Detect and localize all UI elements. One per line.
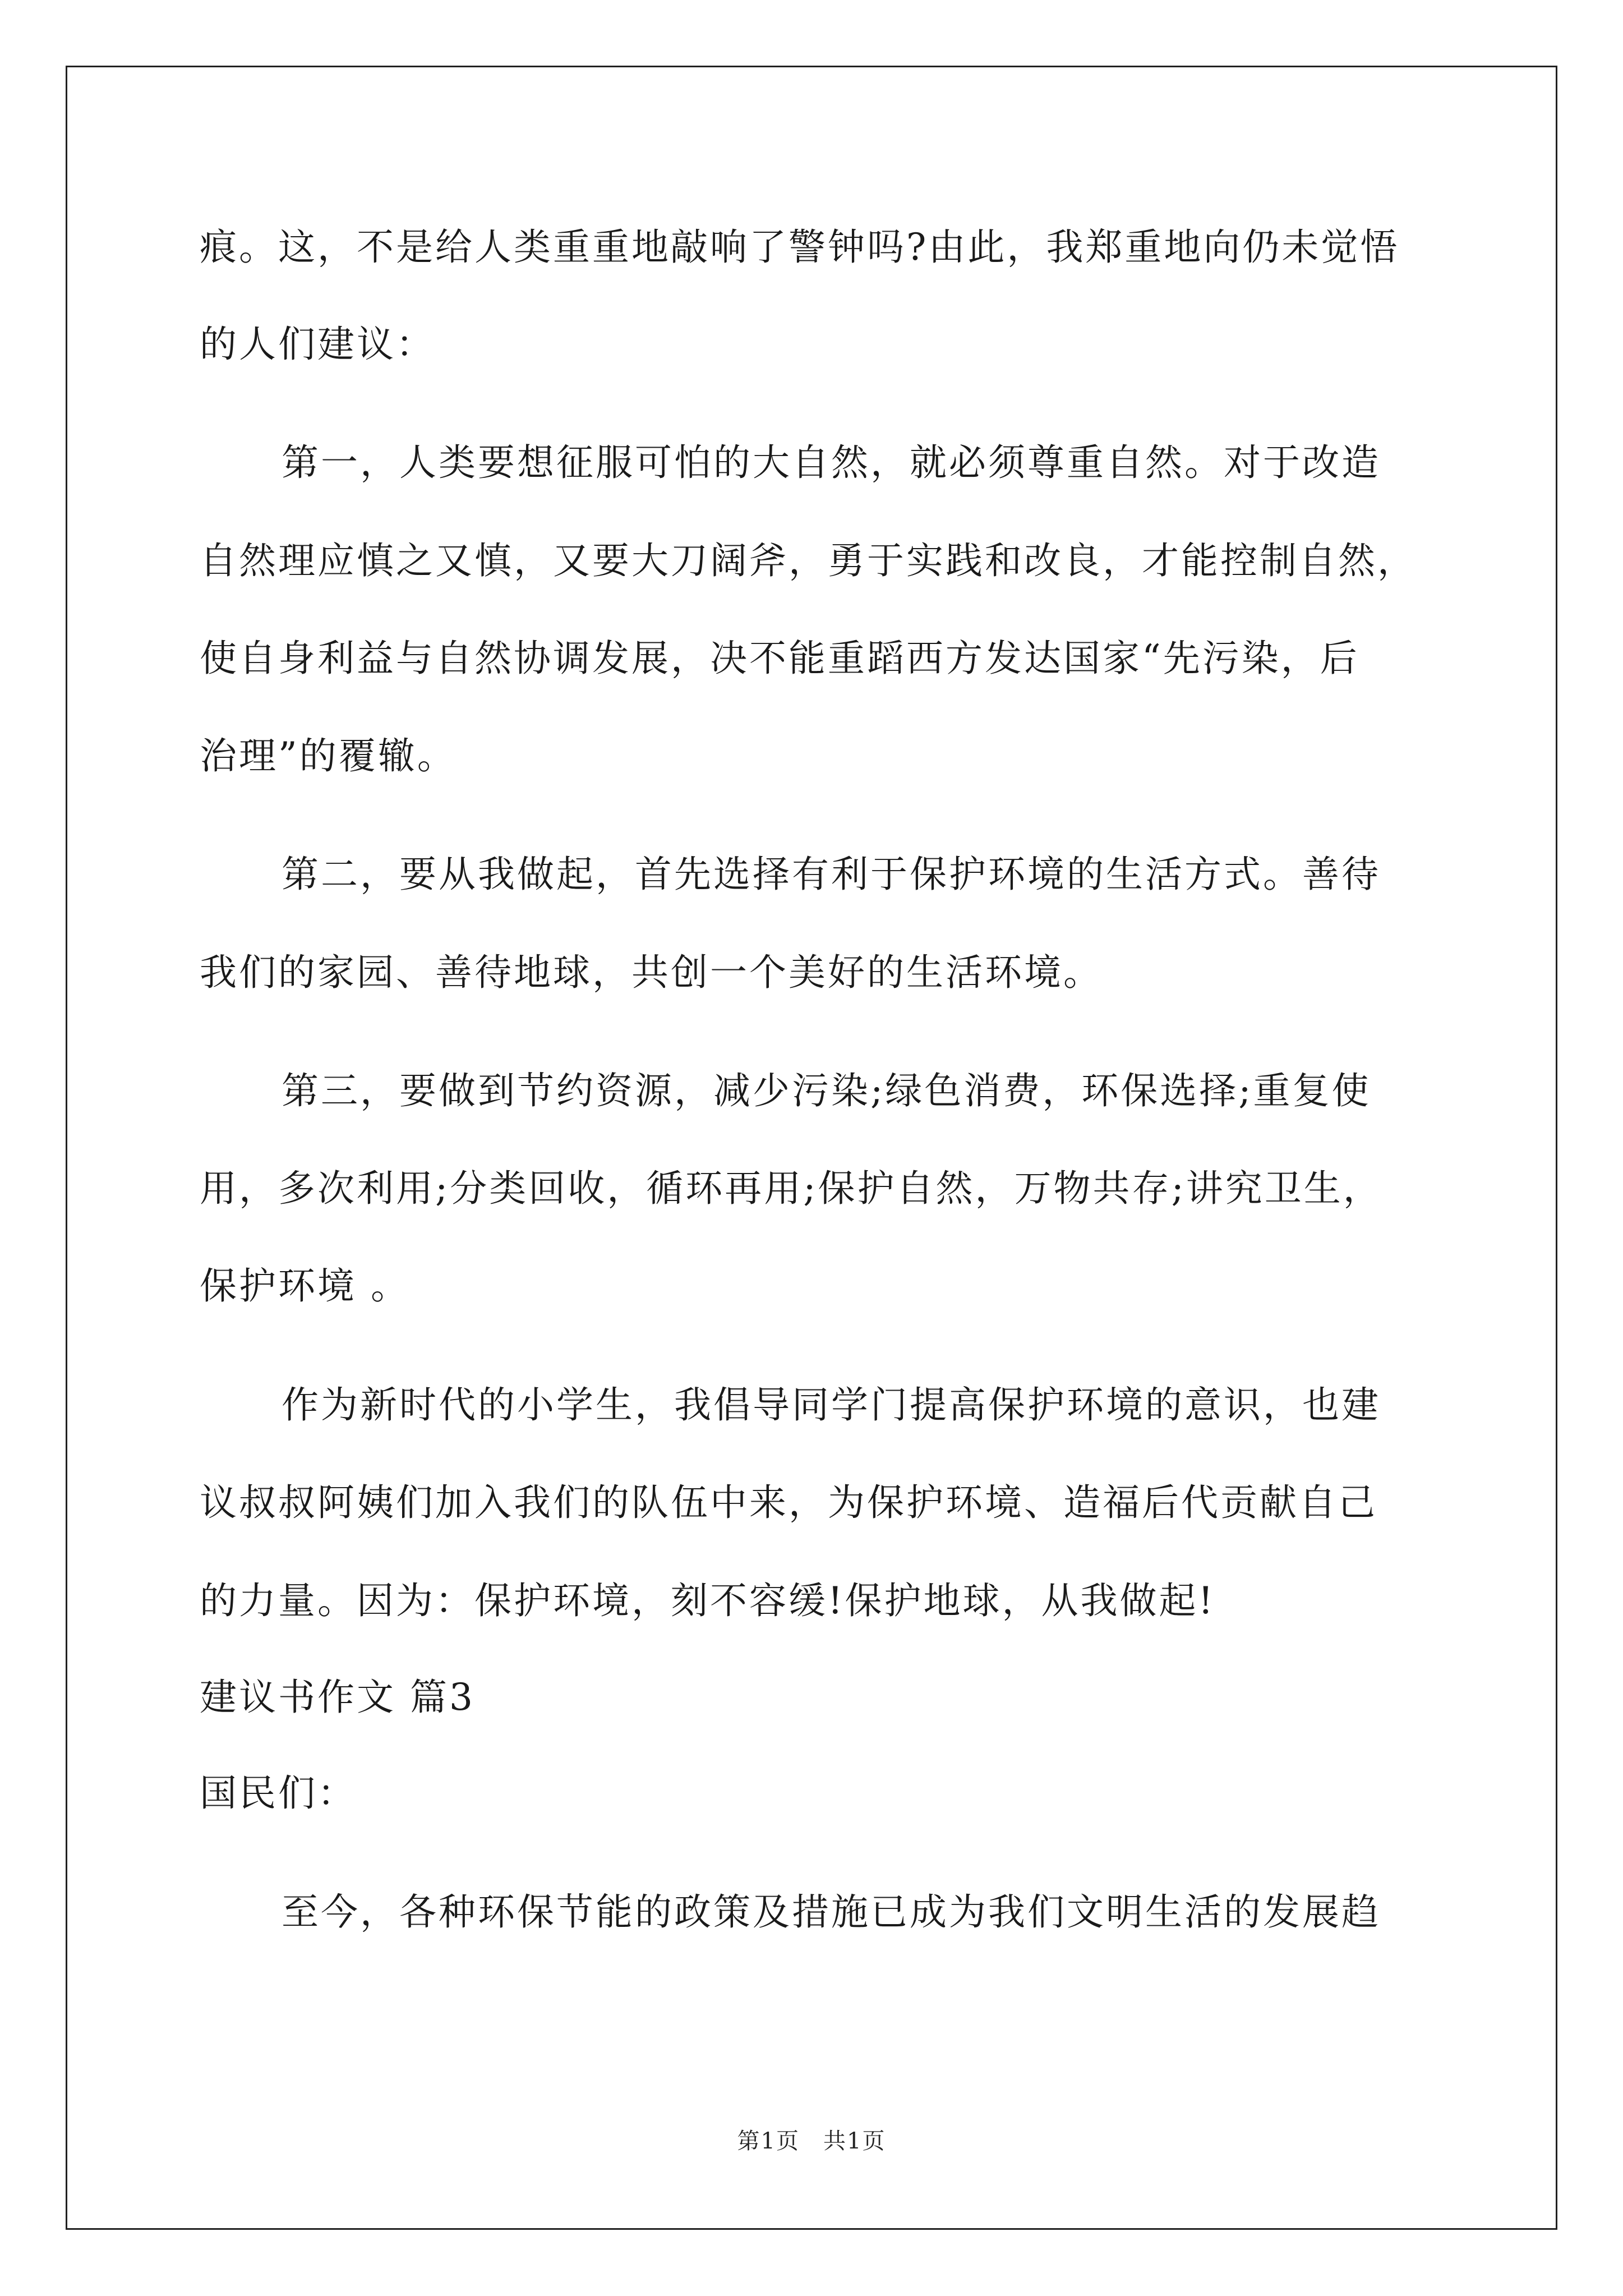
salutation: 国民们：: [200, 1772, 357, 1815]
paragraph-4-line-3: 的力量。因为：保护环境，刻不容缓!保护地球，从我做起!: [200, 1579, 1216, 1622]
paragraph-3-line-2: 用，多次利用;分类回收，循环再用;保护自然，万物共存;讲究卫生，: [200, 1167, 1382, 1210]
section-heading: 建议书作文 篇3: [200, 1676, 475, 1719]
paragraph-4-line-1: 作为新时代的小学生，我倡导同学门提高保护环境的意识，也建: [282, 1383, 1381, 1427]
paragraph-1-line-1: 第一，人类要想征服可怕的大自然，就必须尊重自然。对于改造: [282, 441, 1381, 484]
paragraph-1-line-4: 治理”的覆辙。: [200, 734, 457, 777]
text-line-1: 痕。这，不是给人类重重地敲响了警钟吗?由此，我郑重地向仍未觉悟: [200, 226, 1400, 269]
page-footer: 第1页 共1页: [737, 2128, 886, 2154]
paragraph-1-line-2: 自然理应慎之又慎，又要大刀阔斧，勇于实践和改良，才能控制自然，: [200, 539, 1417, 582]
paragraph-2-line-2: 我们的家园、善待地球，共创一个美好的生活环境。: [200, 951, 1103, 994]
paragraph-5-line-1: 至今，各种环保节能的政策及措施已成为我们文明生活的发展趋: [282, 1890, 1381, 1934]
paragraph-1-line-3: 使自身利益与自然协调发展，决不能重蹈西方发达国家“先污染，后: [200, 637, 1359, 680]
paragraph-3-line-1: 第三，要做到节约资源，减少污染;绿色消费，环保选择;重复使: [282, 1069, 1371, 1112]
text-line-2: 的人们建议：: [200, 323, 435, 366]
paragraph-2-line-1: 第二，要从我做起，首先选择有利于保护环境的生活方式。善待: [282, 853, 1381, 896]
paragraph-3-line-3: 保护环境 。: [200, 1264, 410, 1308]
paragraph-4-line-2: 议叔叔阿姨们加入我们的队伍中来，为保护环境、造福后代贡献自己: [200, 1481, 1377, 1524]
